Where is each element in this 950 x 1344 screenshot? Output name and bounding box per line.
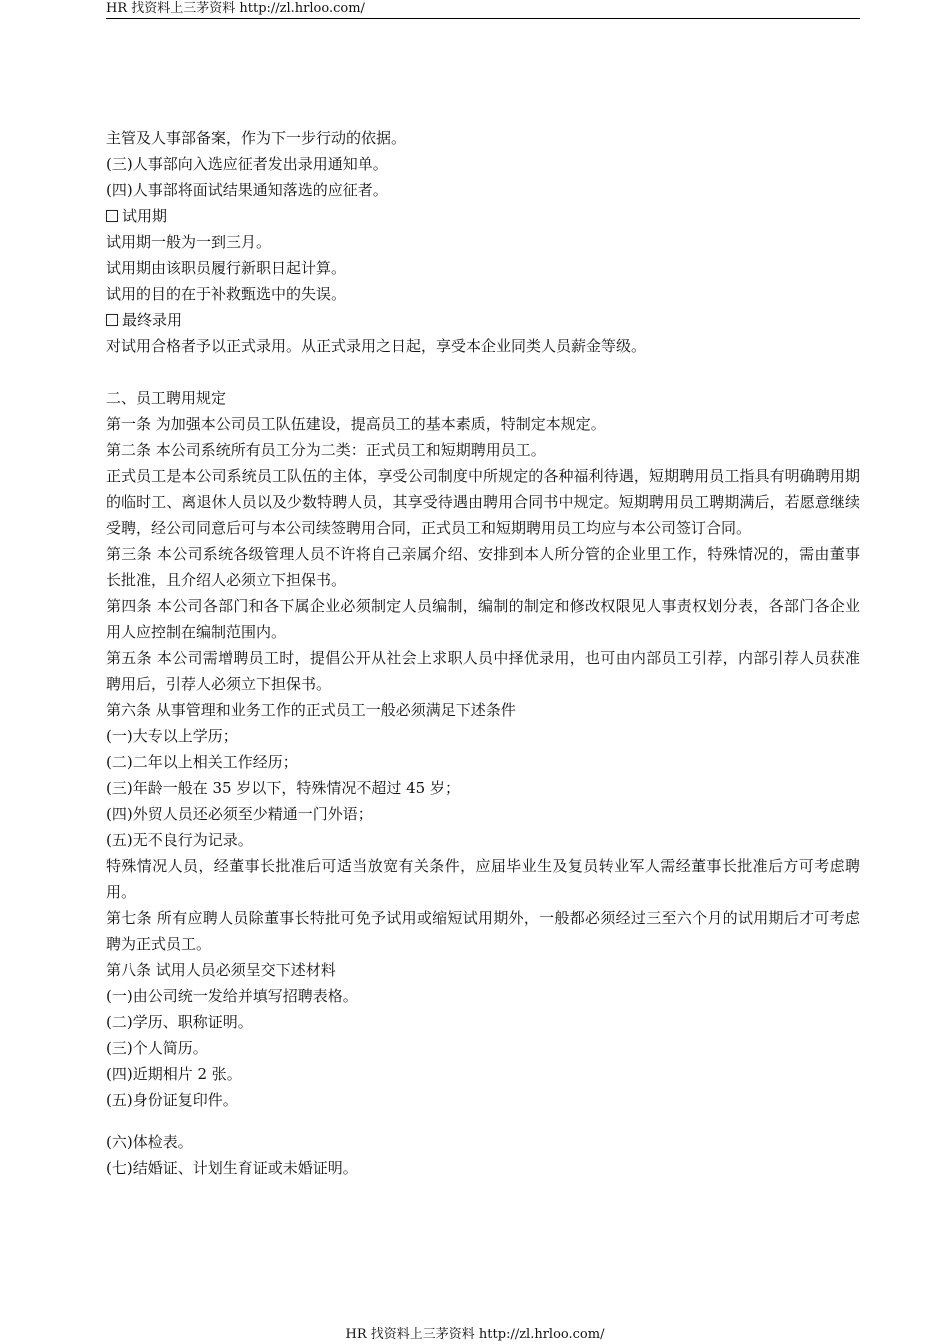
- page-footer: [0, 1326, 950, 1343]
- list-item: (一)由公司统一发给并填写招聘表格。: [106, 987, 358, 1005]
- text-line: (四)人事部将面试结果通知落选的应征者。: [106, 181, 388, 199]
- header-text: HR 找资料上三茅资料 http://zl.hrloo.com/: [106, 1, 365, 16]
- list-item: (六)体检表。: [106, 1133, 193, 1151]
- list-item: (四)近期相片 2 张。: [106, 1065, 242, 1083]
- section-title: 二、员工聘用规定: [106, 389, 227, 407]
- list-item: (一)大专以上学历；: [106, 727, 238, 745]
- text-line: (三)人事部向入选应征者发出录用通知单。: [106, 155, 388, 173]
- article-2-detail: 正式员工是本公司系统员工队伍的主体，享受公司制度中所规定的各种福利待遇，短期聘用员工指具有明确聘用期的临时工、离退休人员以及少数特聘人员，其享受待遇由聘用合同书中规定。短期聘用员工聘期满后，若愿意继续受聘，经公司同意后可与本公司续签聘用合同，正式员工和短期聘用员工均应与本公司签订合同。: [106, 467, 860, 537]
- list-item: (二)二年以上相关工作经历；: [106, 753, 298, 771]
- text-line: 试用的目的在于补救甄选中的失误。: [106, 285, 347, 303]
- final-hire-heading-label: 最终录用: [122, 311, 183, 329]
- probation-heading: [106, 203, 860, 229]
- list-item: (五)身份证复印件。: [106, 1091, 238, 1109]
- checkbox-square-icon: [106, 210, 118, 222]
- text-line: 试用期由该职员履行新职日起计算。: [106, 259, 347, 277]
- text-line: 主管及人事部备案，作为下一步行动的依据。: [106, 129, 407, 147]
- article-5: 第五条 本公司需增聘员工时，提倡公开从社会上求职人员中择优录用，也可由内部员工引荐，内部引荐人员获准聘用后，引荐人必须立下担保书。: [106, 649, 860, 693]
- article-8: 第八条 试用人员必须呈交下述材料: [106, 961, 336, 979]
- list-item: (七)结婚证、计划生育证或未婚证明。: [106, 1159, 358, 1177]
- footer-text: HR 找资料上三茅资料 http://zl.hrloo.com/: [345, 1327, 605, 1342]
- spacer: [106, 359, 860, 385]
- probation-heading-label: 试用期: [122, 207, 168, 225]
- list-item: (四)外贸人员还必须至少精通一门外语；: [106, 805, 373, 823]
- text-line: 试用期一般为一到三月。: [106, 233, 272, 251]
- article-6-note: 特殊情况人员，经董事长批准后可适当放宽有关条件，应届毕业生及复员转业军人需经董事长批准后方可考虑聘用。: [106, 857, 860, 901]
- article-4: 第四条 本公司各部门和各下属企业必须制定人员编制，编制的制定和修改权限见人事责权划分表，各部门各企业用人应控制在编制范围内。: [106, 597, 860, 641]
- list-item: (三)个人简历。: [106, 1039, 208, 1057]
- text-line: 对试用合格者予以正式录用。从正式录用之日起，享受本企业同类人员薪金等级。: [106, 337, 647, 355]
- article-6: 第六条 从事管理和业务工作的正式员工一般必须满足下述条件: [106, 701, 516, 719]
- document-body: [106, 125, 860, 1181]
- article-7: 第七条 所有应聘人员除董事长特批可免予试用或缩短试用期外，一般都必须经过三至六个月的试用期后才可考虑聘为正式员工。: [106, 909, 860, 953]
- list-item: (三)年龄一般在 35 岁以下，特殊情况不超过 45 岁；: [106, 779, 460, 797]
- checkbox-square-icon: [106, 314, 118, 326]
- list-item: (五)无不良行为记录。: [106, 831, 253, 849]
- spacer: [106, 1113, 860, 1129]
- article-1: 第一条 为加强本公司员工队伍建设，提高员工的基本素质，特制定本规定。: [106, 415, 606, 433]
- page-header: [106, 0, 860, 19]
- final-hire-heading: [106, 307, 860, 333]
- article-3: 第三条 本公司系统各级管理人员不许将自己亲属介绍、安排到本人所分管的企业里工作，特殊情况的，需由董事长批准，且介绍人必须立下担保书。: [106, 545, 860, 589]
- article-2: 第二条 本公司系统所有员工分为二类：正式员工和短期聘用员工。: [106, 441, 546, 459]
- list-item: (二)学历、职称证明。: [106, 1013, 253, 1031]
